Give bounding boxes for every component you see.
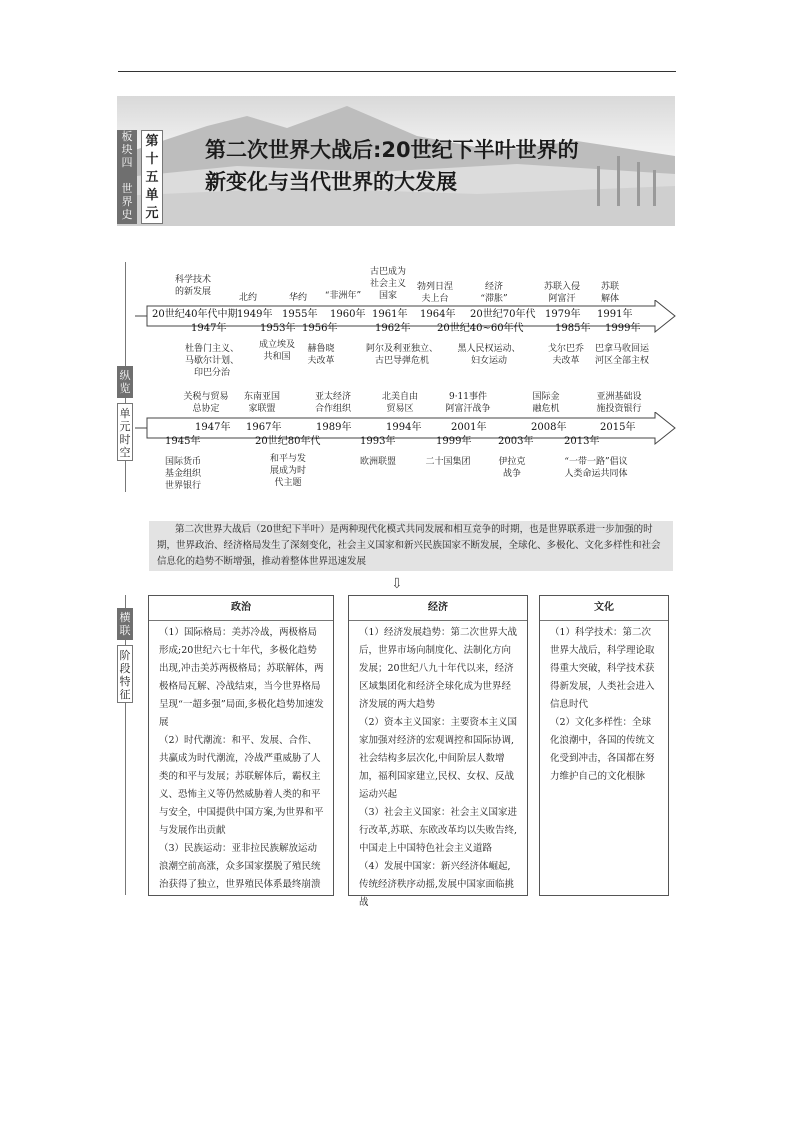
timeline-year: 1964年: [420, 309, 456, 320]
block-label-char: 世: [121, 182, 133, 195]
timeline-year: 1999年: [436, 436, 472, 447]
timeline-year: 1991年: [597, 309, 633, 320]
side-label-char: 横: [119, 611, 131, 624]
timeline-year: 1993年: [360, 436, 396, 447]
timeline-year: 1947年: [195, 422, 231, 433]
block-label-char: 四: [121, 156, 133, 169]
timeline-event-label: 欧洲联盟: [359, 457, 396, 467]
timeline-event-label: 伊拉克 战争: [498, 457, 526, 479]
timeline-year: 1960年: [330, 309, 366, 320]
side-label-char: 时: [119, 433, 131, 446]
section-label-jieduan: [117, 645, 133, 703]
column-title: 政治: [149, 596, 333, 621]
section-label-henglian: [117, 608, 133, 640]
side-label-char: 阶: [119, 649, 131, 662]
timeline-year: 1956年: [302, 323, 338, 334]
column-economy: [348, 595, 528, 908]
down-arrow-icon: ⇩: [391, 576, 403, 592]
column-politics: [148, 595, 334, 896]
timeline-year: 1962年: [375, 323, 411, 334]
side-label-char: 单: [119, 407, 131, 420]
side-label-char: 特: [119, 675, 131, 688]
column-paragraph: （4）发展中国家：新兴经济体崛起,传统经济秩序动摇,发展中国家面临挑战: [359, 861, 515, 908]
column-title: 经济: [349, 596, 527, 621]
timeline-year: 1994年: [386, 422, 422, 433]
unit-label-char: 单: [145, 188, 159, 203]
section-label-zonglan: [117, 366, 133, 398]
side-label-char: 览: [119, 382, 131, 395]
timeline-event-label: 黑人民权运动、 妇女运动: [457, 344, 521, 366]
timeline-year: 2001年: [451, 422, 487, 433]
timeline-year: 1999年: [605, 323, 641, 334]
title-line-1: 第二次世界大战后:20世纪下半叶世界的: [205, 138, 579, 162]
timeline-year: 1979年: [545, 309, 581, 320]
timeline-event-label: 古巴成为 社会主义 国家: [369, 267, 406, 301]
timeline-year: 20世纪40年代中期: [152, 309, 238, 320]
block-label-char: [117, 169, 137, 182]
column-culture: [539, 595, 669, 896]
title-line-2: 新变化与当代世界的大发展: [205, 170, 457, 194]
column-paragraph: （1）国际格局：美苏冷战，两极格局形成;20世纪六七十年代，多极化趋势出现,冲击美苏两极格局；苏联解体，两极格局瓦解、冷战结束，当今世界格局呈现“一超多强”局面,多极化趋势加速发展: [159, 627, 324, 728]
timeline-year: 20世纪80年代: [255, 436, 321, 447]
timeline-year: 1947年: [191, 323, 227, 334]
timeline-event-label: 东南亚国 家联盟: [243, 392, 280, 414]
timeline-year: 1953年: [260, 323, 296, 334]
timeline-year: 1955年: [282, 309, 318, 320]
timeline-event-label: 亚太经济 合作组织: [314, 392, 351, 414]
column-paragraph: （2）文化多样性：全球化浪潮中，各国的传统文化受到冲击，各国都在努力维护自己的文化根脉: [550, 717, 655, 782]
timeline-event-label: “一带一路”倡议 人类命运共同体: [564, 457, 628, 479]
timeline-event-label: 戈尔巴乔 夫改革: [547, 344, 584, 366]
block-label-char: 块: [121, 143, 133, 156]
timeline-event-label: 成立埃及 共和国: [258, 340, 295, 362]
column-paragraph: （1）经济发展趋势：第二次世界大战后，世界市场向制度化、法制化方向发展；20世纪八九十年代以来，经济区域集团化和经济全球化成为世界经济发展的两大趋势: [359, 627, 518, 710]
timeline-year: 20世纪40~60年代: [437, 323, 524, 334]
timeline-event-label: 苏联 解体: [600, 282, 619, 304]
timeline-event-label: 国际货币 基金组织 世界银行: [164, 457, 201, 491]
timeline-year: 2013年: [564, 436, 600, 447]
timeline-event-label: 北美自由 贸易区: [381, 392, 418, 414]
timeline-event-label: 亚洲基础设 施投资银行: [596, 392, 642, 414]
timeline-year: 1945年: [165, 436, 201, 447]
section-rule-2: [125, 595, 126, 895]
column-paragraph: （3）社会主义国家：社会主义国家进行改革,苏联、东欧改革均以失败告终,中国走上中国特色社会主义道路: [359, 807, 518, 854]
page-title: [205, 134, 645, 198]
timeline-event-label: 杜鲁门主义、 马歇尔计划、 印巴分治: [184, 344, 239, 378]
unit-label-char: 元: [145, 206, 159, 221]
timeline-event-label: 北约: [238, 293, 257, 303]
column-paragraph: （2）资本主义国家：主要资本主义国家加强对经济的宏观调控和国际协调,社会结构多层次化,中间阶层人数增加，福利国家建立,民权、女权、反战运动兴起: [359, 717, 518, 800]
timeline-event-label: 关税与贸易 总协定: [183, 392, 229, 414]
column-body: [540, 621, 668, 786]
timeline-event-label: 苏联入侵 阿富汗: [543, 282, 580, 304]
timeline-year: 1961年: [372, 309, 408, 320]
timeline-year: 2003年: [498, 436, 534, 447]
side-label-char: 征: [119, 688, 131, 701]
unit-label-char: 十: [145, 152, 159, 167]
side-label-char: 段: [119, 662, 131, 675]
timeline-event-label: 阿尔及利亚独立、 古巴导弹危机: [365, 344, 438, 366]
timeline-year: 20世纪70年代: [470, 309, 536, 320]
unit-label: [141, 130, 163, 224]
timeline-event-label: 二十国集团: [425, 457, 471, 467]
timeline-event-label: 科学技术 的新发展: [174, 275, 211, 297]
block-label-char: 史: [121, 208, 133, 221]
timeline-year: 2008年: [531, 422, 567, 433]
column-paragraph: （1）科学技术：第二次世界大战后，科学理论取得重大突破，科学技术获得新发展，人类社会进入信息时代: [550, 627, 655, 710]
side-label-char: 纵: [119, 369, 131, 382]
unit-label-char: 第: [145, 134, 159, 149]
timeline-event-label: 和平与发 展成为时 代主题: [269, 454, 306, 488]
column-title: 文化: [540, 596, 668, 621]
timeline-year: 1989年: [316, 422, 352, 433]
block-label: [117, 130, 137, 224]
timeline-event-label: 赫鲁晓 夫改革: [307, 344, 335, 366]
timeline-event-label: 9·11事件 阿富汗战争: [445, 392, 491, 414]
timeline-year: 2015年: [600, 422, 636, 433]
timeline-event-label: 经济 “滞胀”: [480, 282, 508, 304]
timeline-event-label: 国际金 融危机: [532, 392, 560, 414]
timeline-event-label: 勃列日涅 夫上台: [416, 282, 453, 304]
summary-box: 第二次世界大战后（20世纪下半叶）是两种现代化模式共同发展和相互竞争的时期，也是世界联系进一步加强的时期，世界政治、经济格局发生了深刻变化，社会主义国家和新兴民族国家不断发展，全球化、多极化、文化多样性和社会信息化的趋势不断增强，推动着整体世界迅速发展: [149, 521, 673, 571]
column-body: [349, 621, 527, 912]
block-label-char: 板: [121, 130, 133, 143]
side-label-char: 联: [119, 624, 131, 637]
side-label-char: 元: [119, 420, 131, 433]
timeline-year: 1949年: [237, 309, 273, 320]
side-label-char: 空: [119, 446, 131, 459]
column-paragraph: （2）时代潮流：和平、发展、合作、共赢成为时代潮流，冷战严重威胁了人类的和平与发展；苏联解体后，霸权主义、恐怖主义等仍然威胁着人类的和平与安全，中国提供中国方案,为世界和平与发展作出贡献: [159, 735, 324, 836]
timeline-year: 1967年: [246, 422, 282, 433]
header-rule: [118, 71, 676, 72]
timeline-event-label: 巴拿马收回运 河区全部主权: [594, 344, 649, 366]
timeline-event-label: “非洲年”: [324, 291, 362, 301]
column-paragraph: （3）民族运动：亚非拉民族解放运动浪潮空前高涨，众多国家摆脱了殖民统治获得了独立，世界殖民体系最终崩溃: [159, 843, 321, 890]
section-label-danyuan: [117, 403, 133, 461]
unit-label-char: 五: [145, 170, 159, 185]
timeline-year: 1985年: [555, 323, 591, 334]
column-body: [149, 621, 333, 894]
block-label-char: 界: [121, 195, 133, 208]
timeline-event-label: 华约: [288, 293, 307, 303]
